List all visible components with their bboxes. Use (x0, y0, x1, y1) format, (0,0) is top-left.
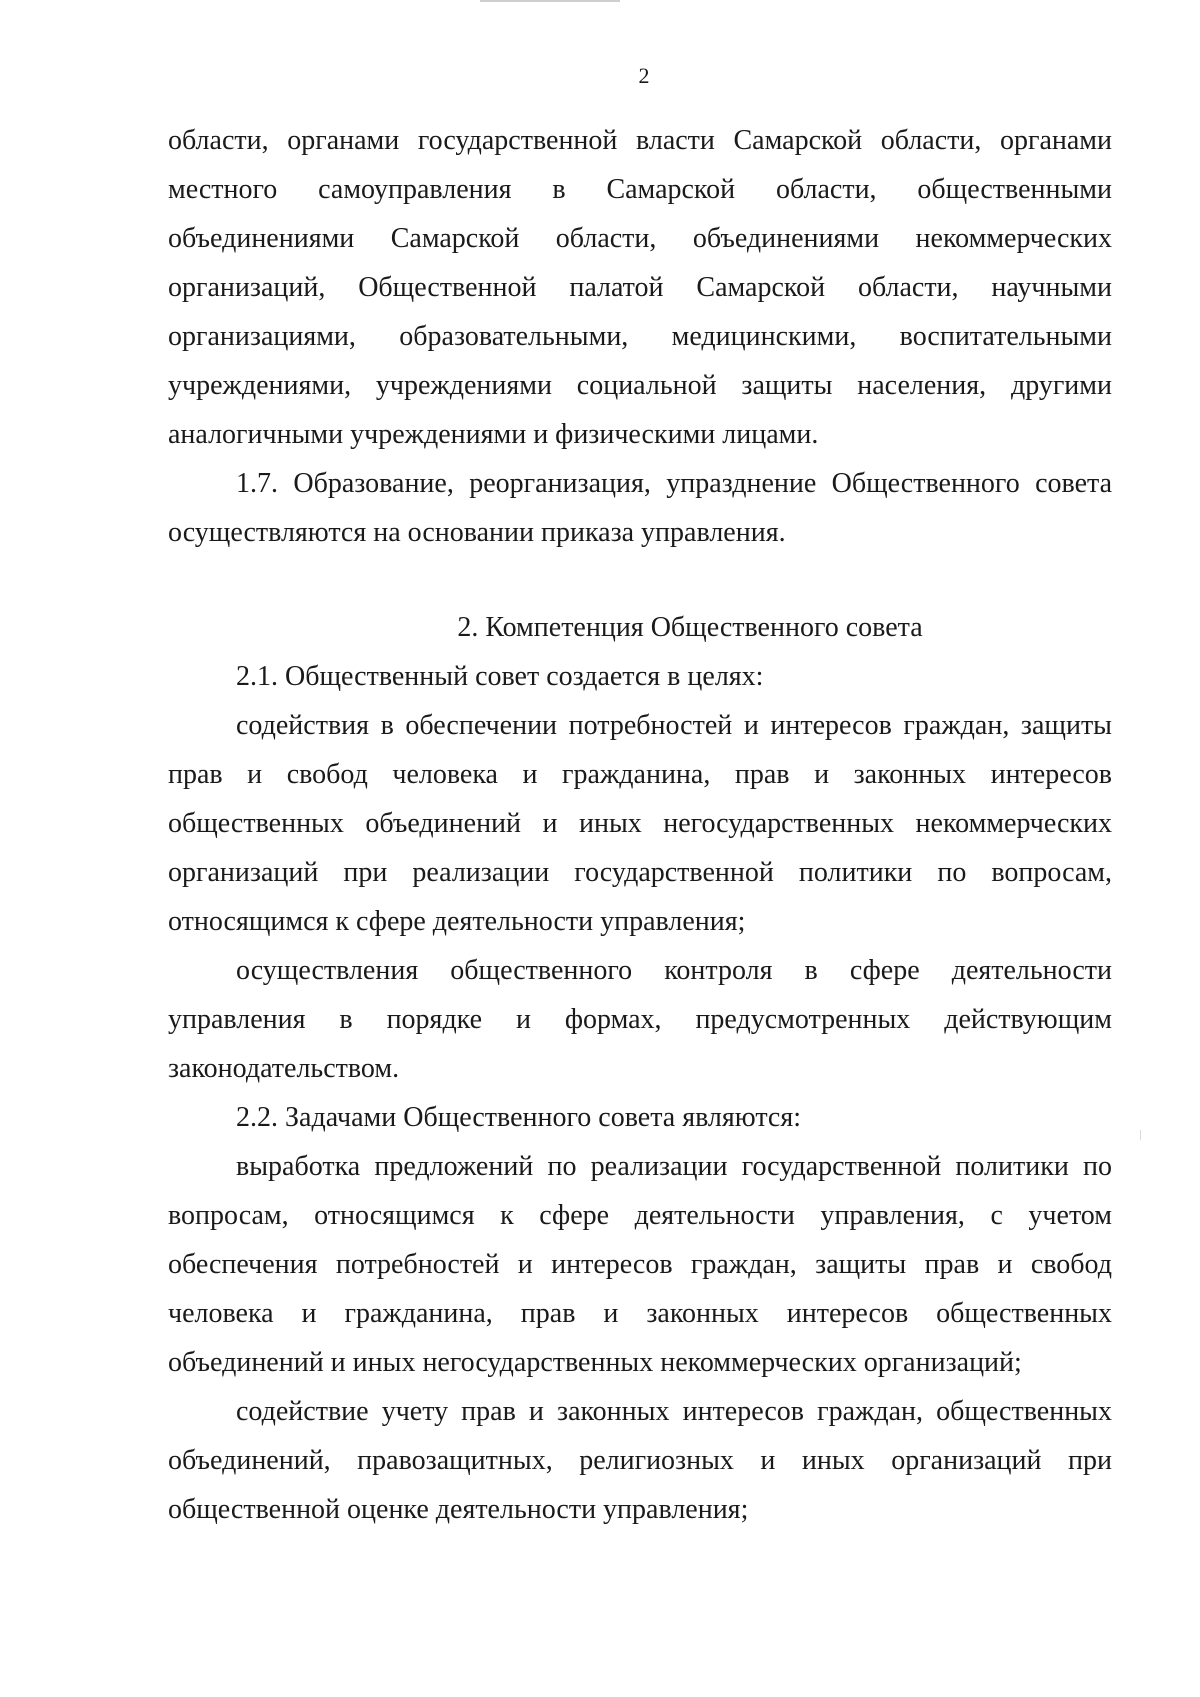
paragraph-2-2: 2.2. Задачами Общественного совета являются: (236, 1102, 801, 1133)
scan-artifact (1140, 1130, 1141, 1140)
paragraph-2-1: 2.1. Общественный совет создается в целях: (236, 661, 764, 692)
scan-top-edge (480, 0, 620, 2)
page-number: 2 (638, 63, 650, 88)
paragraph-1-7: 1.7. Образование, реорганизация, упразднение Общественного совета осуществляются на основании приказа управления. (168, 468, 1112, 548)
paragraph-2-2-a: выработка предложений по реализации государственной политики по вопросам, относящимся к сфере деятельности управления, с учетом обеспечения потребностей и интересов граждан, защиты прав и свобод человека и гражданина, прав и законных интересов общественных объединений и иных негосударственных некоммерческих организаций; (168, 1151, 1112, 1378)
paragraph-intro-continuation: области, органами государственной власти Самарской области, органами местного самоуправления в Самарской области, общественными объединениями Самарской области, объединениями некоммерческих организаций, Общественной палатой Самарской области, научными организациями, образовательными, медицинскими, воспитательными учреждениями, учреждениями социальной защиты населения, другими аналогичными учреждениями и физическими лицами. (168, 125, 1112, 450)
section-spacer (168, 557, 1112, 603)
paragraph-2-1-a: содействия в обеспечении потребностей и интересов граждан, защиты прав и свобод человека и гражданина, прав и законных интересов общественных объединений и иных негосударственных некоммерческих организаций при реализации государственной политики по вопросам, относящимся к сфере деятельности управления; (168, 710, 1112, 937)
section-heading-2: 2. Компетенция Общественного совета (457, 612, 923, 643)
paragraph-2-1-b: осуществления общественного контроля в сфере деятельности управления в порядке и формах, предусмотренных действующим законодательством. (168, 955, 1112, 1084)
document-body (168, 116, 1112, 1534)
paragraph-2-2-b: содействие учету прав и законных интересов граждан, общественных объединений, правозащитных, религиозных и иных организаций при общественной оценке деятельности управления; (168, 1396, 1112, 1525)
